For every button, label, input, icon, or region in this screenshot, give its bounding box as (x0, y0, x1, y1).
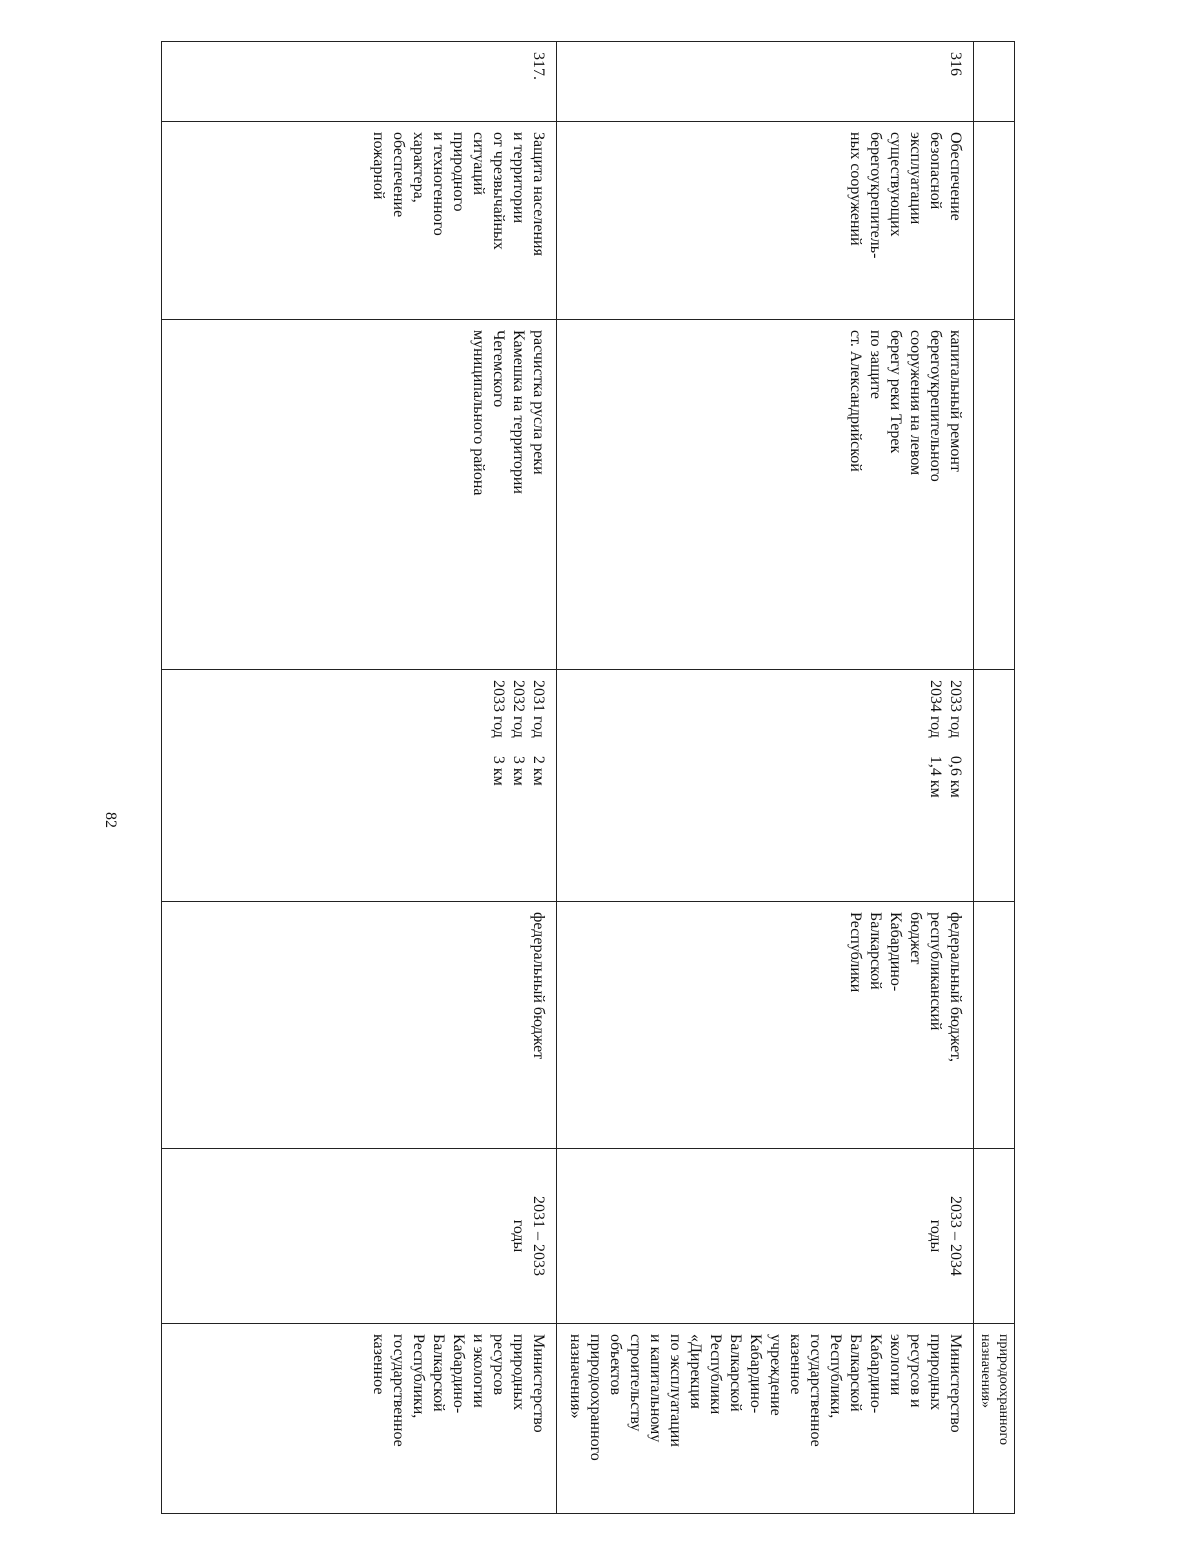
text-line: государственное (807, 1334, 824, 1447)
text-line: безопасной (927, 132, 944, 210)
schedule-line (488, 680, 508, 891)
schedule-year: 2031 год (530, 680, 547, 738)
continuation-row (974, 42, 1015, 1514)
text-line: от чрезвычайных (490, 132, 507, 250)
text-line: берегоукрепительного (927, 330, 944, 482)
text-line: и территории (510, 132, 527, 224)
text-line: бюджет (907, 912, 924, 965)
schedule-line (508, 680, 528, 891)
text-line: капитальный ремонт (947, 330, 964, 472)
text-line: ных сооружений (847, 132, 864, 246)
text-line: строительству (627, 1334, 644, 1432)
row-number-cell (162, 42, 557, 122)
funding-source-cell (557, 902, 974, 1149)
text-line: Кабардино- (887, 912, 904, 992)
schedule-cell (162, 670, 557, 902)
schedule-line (528, 680, 548, 891)
text-line: казенное (370, 1334, 387, 1395)
text-line: Кабардино- (747, 1334, 764, 1414)
schedule-year: 2033 год (947, 680, 964, 738)
table-row (162, 42, 557, 1514)
text-line: назначения» (567, 1334, 584, 1419)
executor-cell (162, 1324, 557, 1514)
text-line: Камешка на территории (510, 330, 527, 494)
text-line: объектов (607, 1334, 624, 1396)
text-line: «Дирекция (687, 1334, 704, 1409)
text-line: природных (510, 1334, 527, 1411)
activity-cell (557, 320, 974, 670)
text-line: экологии (887, 1334, 904, 1396)
text-line: Балкарской (727, 1334, 744, 1412)
text-line: годы (510, 1219, 527, 1253)
text-line: характера, (410, 132, 427, 203)
text-line: казенное (787, 1334, 804, 1395)
text-line: пожарной (370, 132, 387, 200)
text-line: федеральный бюджет, (947, 912, 964, 1063)
schedule-qty: 3 км (510, 755, 527, 786)
text-line: учреждение (767, 1334, 784, 1416)
text-line: республиканский (927, 912, 944, 1031)
goal-cell (557, 122, 974, 320)
text-line: Республики, (827, 1334, 844, 1419)
row-number-cell (557, 42, 974, 122)
text-line: природоохранного (587, 1334, 604, 1461)
text-line: Обеспечение (947, 132, 964, 221)
schedule-cell (557, 670, 974, 902)
text-line: природного (450, 132, 467, 212)
schedule-qty: 1,4 км (927, 755, 944, 798)
text-line: Балкарской (430, 1334, 447, 1412)
schedule-year: 2032 год (510, 680, 527, 738)
text-line: назначения» (978, 1334, 993, 1409)
text-line: расчистка русла реки (530, 330, 547, 475)
text-line: государственное (390, 1334, 407, 1447)
text-line: Балкарской (867, 912, 884, 990)
text-line: 2031 – 2033 (530, 1196, 547, 1276)
text-line: ресурсов (490, 1334, 507, 1396)
text-line: годы (927, 1219, 944, 1253)
schedule-qty: 0,6 км (947, 755, 964, 798)
text-line: Министерство (947, 1334, 964, 1433)
text-line: Республики (847, 912, 864, 993)
text-line: Министерство (530, 1334, 547, 1433)
text-line: и капитальному (647, 1334, 664, 1443)
text-line: ресурсов и (907, 1334, 924, 1408)
text-line: Республики, (410, 1334, 427, 1419)
funding-source-cell (162, 902, 557, 1149)
text-line: Чегемского (490, 330, 507, 408)
text-line: природных (927, 1334, 944, 1411)
period-cell (162, 1149, 557, 1324)
schedule-qty: 2 км (530, 755, 547, 786)
text-line: Защита населения (530, 132, 547, 256)
text-line: и экологии (470, 1334, 487, 1408)
schedule-qty: 3 км (490, 755, 507, 786)
schedule-line (945, 680, 965, 891)
text-line: ситуаций (470, 132, 487, 196)
text-line: Кабардино- (450, 1334, 467, 1414)
text-line: по защите (867, 330, 884, 399)
period-cell (557, 1149, 974, 1324)
executor-cell (557, 1324, 974, 1514)
schedule-year: 2033 год (490, 680, 507, 738)
row-number: 316 (947, 52, 964, 76)
goal-cell (162, 122, 557, 320)
text-line: 2033 – 2034 (947, 1196, 964, 1276)
row-number: 317. (530, 52, 547, 80)
text-line: Кабардино- (867, 1334, 884, 1414)
text-line: берегу реки Терек (887, 330, 904, 454)
executor-continuation-cell (974, 1324, 1015, 1514)
text-line: природоохранного (996, 1334, 1011, 1445)
text-line: эксплуатации (907, 132, 924, 225)
text-line: сооружения на левом (907, 330, 924, 476)
activity-cell (162, 320, 557, 670)
text-line: Республики (707, 1334, 724, 1415)
text-line: муниципального района (470, 330, 487, 496)
text-line: существующих (887, 132, 904, 237)
text-line: ст. Александрийской (847, 330, 864, 472)
text-line: по эксплуатации (667, 1334, 684, 1447)
text-line: Балкарской (847, 1334, 864, 1412)
table-row (557, 42, 974, 1514)
activities-table (165, 41, 1015, 1513)
text-line: федеральный бюджет (530, 912, 547, 1060)
text-line: берегоукрепитель- (867, 132, 884, 259)
text-line: и техногенного (430, 132, 447, 236)
schedule-line (925, 680, 945, 891)
text-line: обеспечение (390, 132, 407, 218)
page-number: 82 (102, 812, 119, 828)
schedule-year: 2034 год (927, 680, 944, 738)
